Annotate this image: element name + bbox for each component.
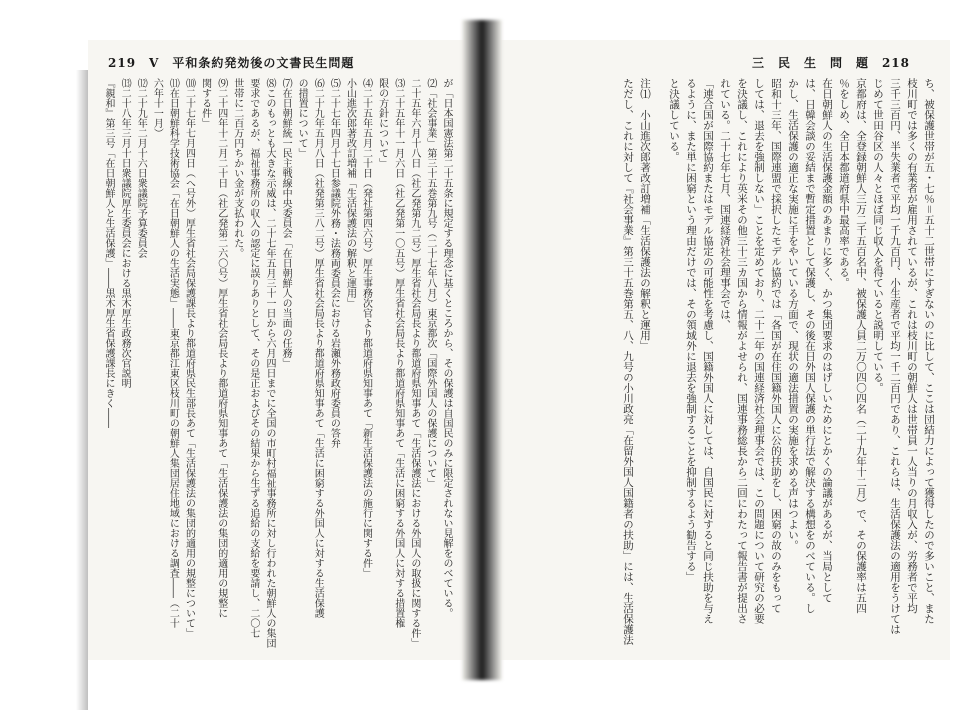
- text-column: じめて世田谷区の人々とほぼ同じ収入を得ていると説明している。: [872, 78, 884, 393]
- text-column: ⑾在日朝鮮科学技術協会「在日朝鮮人の生活実態」――東京都江東区枝川町の朝鮮人集団居住地域における調査――（二十: [167, 78, 179, 628]
- text-column: かし、生活保護の適正な実施に手をやいている方面で、現状の適法措置の実施を求める声はつよい。: [787, 78, 799, 551]
- text-column: 要求であるが、福祉事務所の収入の認定に誤りありとして、その是正およびその結果から生ずる追給の支給を要請し、二〇七: [247, 78, 259, 638]
- text-column: ⑷二十五年五月二十日（発社第四六号）厚生事務次官より都道府県知事あて「新生活保護法の施行に関する件」: [360, 78, 372, 578]
- text-column: 関する件」: [199, 78, 211, 128]
- right-page-columns: [504, 78, 936, 648]
- text-column: 限の方針について」: [376, 78, 388, 168]
- text-column: れている。二十七年七月、国連経済社会理事会では、: [719, 78, 731, 330]
- right-page: [490, 40, 950, 660]
- text-column: しては、退去を強制しない」ことを定めており、二十二年の国連経済社会理事会では、この問題について研究の必要: [753, 78, 765, 624]
- text-column: ただし、これに対して『社会事業』第三十五巻第五、八、九号の小川政亮「在留外国人国籍者の扶助」には、生活保護法: [622, 78, 634, 645]
- text-column: 京都府は、全登録朝鮮人三万二千五百名中、被保護人員二万〇四〇四名（二十九年十二月）で、その保護率は五四: [855, 78, 867, 614]
- text-column: は、日韓会談の妥結まで暫定措置として保護し、その後在日外国人保護の単行法で解決する構想をのべている。し: [804, 78, 816, 614]
- text-column: ⑶二十五年十一月六日（社乙発第一〇五号）厚生省社会局長より都道府県知事あて「生活に困窮する外国人に対する措置権: [392, 78, 404, 628]
- left-page-columns: [102, 78, 454, 648]
- text-column: 三千三百円、半失業者で平均一千九百円、小生産者で平均一千二百円であり、これらは、生活保護法の適用をうけては: [889, 78, 901, 635]
- left-page: [88, 40, 468, 660]
- text-column: 枝川町では多くの有業者が雇用されているが、これは枝川町の朝鮮人は世帯員一人当りの月収入が、労務者で平均: [906, 78, 918, 614]
- text-column: が「日本国憲法第二十五条に規定する理念に基くところから、その保護は自国民のみに限定されない見解をのべている。: [441, 78, 452, 618]
- text-column: を決議し、これにより英米その他三十三カ国から情報がよせられ、国連事務総長から二回にわたって報告書が提出さ: [736, 78, 748, 624]
- book-gutter-shadow: [462, 20, 502, 680]
- left-page-header: 219 Ⅴ 平和条約発効後の文書民生問題: [108, 56, 355, 70]
- text-column: 「連合国が国際協約またはモデル協定の可能性を考慮し、国籍外国人に対しては、自国民に対すると同じ扶助を与え: [702, 78, 714, 624]
- text-column: ⑹二十九年五月八日（社発第三八二号）厚生省社会局長より都道府県知事あて「生活に困窮する外国人に対する生活保護: [312, 78, 324, 618]
- text-column: ⑻このもっとも大きな示威は、二十七年五月三十一日から六月四日までに全国の市町村福祉事務所に対し行われた朝鮮人の集団: [263, 78, 275, 648]
- text-column: 小山進次郎著改訂増補「生活保護法の解釈と運用」: [344, 78, 356, 308]
- text-column: ⑼二十四年十二月二十日（社乙発第二六〇号）厚生省社会局長より都道府県知事あて「生活保護法の集団的適用の規整に: [215, 78, 227, 618]
- text-column: 注⑴ 小山進次郎著改訂増補「生活保護法の解釈と運用」: [639, 78, 651, 351]
- text-column: の措置について」: [296, 78, 308, 158]
- text-column: ⑺在日朝鮮統一民主戦線中央委員会「在日朝鮮人の当面の任務」: [280, 78, 292, 368]
- text-column: ⒀二十八年三月十日衆議院厚生委員会における黒木厚生政務次官説明: [119, 78, 131, 388]
- text-column: ⑿二十九年二月十六日衆議院予算委員会: [135, 78, 147, 258]
- text-column: ⑵「社会事業」第三十五巻第九号（二十七年八月）東京都次「国際外国人の保護について」: [424, 78, 436, 488]
- text-column: ％をしめ、全日本都道府県中最高率である。: [838, 78, 850, 288]
- text-column: ⑽二十七年七月四日（へ号外）厚生省社会局保護課長より都道府県民生部長あて「生活保護法の集団的適用の規整について」: [183, 78, 195, 638]
- text-column: [654, 78, 664, 648]
- text-column: 六年十一月）: [151, 78, 163, 138]
- text-column: 二十五年六月十八日（社乙発第九二号）厚生省社会局長より都道府県知事あて「生活保護法における外国人の取扱に関する件」: [408, 78, 420, 648]
- text-column: と決議している。: [668, 78, 680, 162]
- text-column: 世帯に二百万円ちかい金が支払われた。: [231, 78, 243, 258]
- text-column: 『親和』第三号「在日朝鮮人と生活保護」――黒木厚生省保護課長にきく――: [103, 78, 115, 428]
- text-column: るように、また単に困窮という理由だけでは、その領域外に退去を強制することを抑制するよう勧告する」: [685, 78, 697, 582]
- text-column: ⑸二十七年四月十七日参議院外務・法務両委員会における岩瀬外務政府委員の答弁: [328, 78, 340, 448]
- text-column: 在日朝鮮人の生活保護金額のあまりに多く、かつ集団要求のはげしいためにとかくの論議があるが、当局として: [821, 78, 833, 603]
- right-page-header: 三 民 生 問 題 218: [751, 56, 910, 70]
- left-edge-shadow: [76, 70, 88, 710]
- text-column: 昭和十三年、国際連盟で採択したモデル協約では「各国が在住国籍外国人に公的扶助をし、困窮の故のみをもって: [770, 78, 782, 614]
- text-column: ち、被保護世帯が五・七％＝五十二世帯にすぎないのに比して、ここは団結力によって獲得したので多いこと、また: [923, 78, 935, 624]
